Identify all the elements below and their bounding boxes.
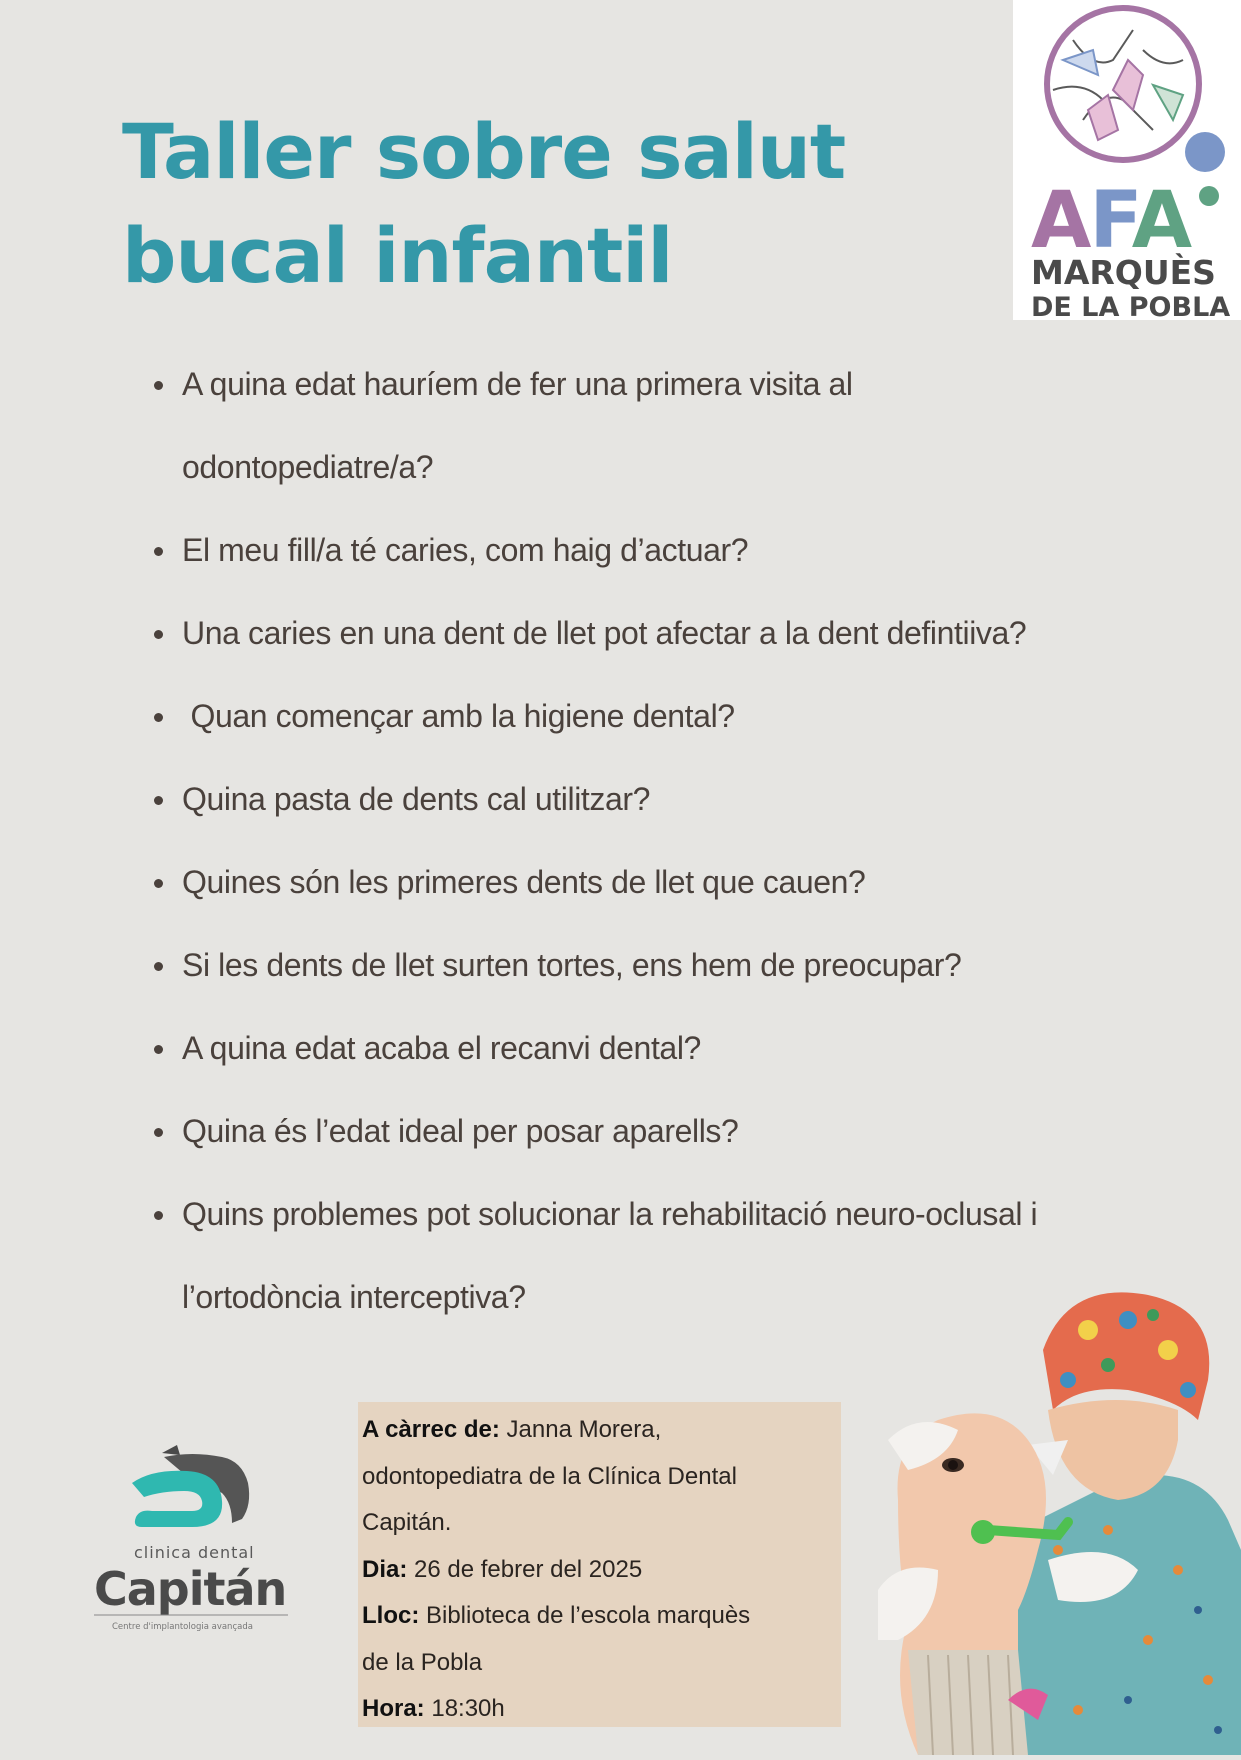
date-value: 26 de febrer del 2025 [407,1555,643,1583]
question-text: Si les dents de llet surten tortes, ens hem de preocupar? [182,947,962,983]
clinic-subtitle-text: clinica dental [134,1543,255,1562]
place-label: Lloc: [362,1602,420,1629]
question-item [182,924,1241,1007]
question-text: Quins problemes pot solucionar la rehabilitació neuro-oclusal i [182,1196,1038,1232]
speaker-line [362,1407,841,1454]
place-line-2: de la Pobla [362,1648,483,1676]
question-item [182,343,1241,509]
page-title [122,100,882,308]
clinic-tagline-text: Centre d'implantologia avançada [112,1622,253,1632]
question-text: A quina edat acaba el recanvi dental? [182,1030,701,1066]
question-text: Quina és l’edat ideal per posar aparells? [182,1113,739,1149]
question-text: El meu fill/a té caries, com haig d’actuar? [182,532,749,568]
clinic-name-text: Capitán [94,1562,287,1616]
place-value: Biblioteca de l’escola marquès [419,1602,751,1629]
question-item [182,758,1241,841]
question-item [182,592,1241,675]
afa-marques-text: MARQUÈS [1031,253,1216,292]
date-label: Dia: [362,1555,408,1583]
question-text: Quines són les primeres dents de llet que cauen? [182,864,866,900]
date-line [362,1547,841,1594]
question-text: Una caries en una dent de llet pot afectar a la dent defintiiva? [182,615,1027,651]
question-item [182,509,1241,592]
dentist-with-baby-photo [878,1290,1241,1755]
question-list [142,343,1241,1339]
event-info-box [358,1402,841,1727]
speaker-role-line: odontopediatra de la Clínica Dental [362,1462,737,1490]
afa-pobla-text: DE LA POBLA [1031,292,1231,320]
question-item [182,1090,1241,1173]
question-text: Quina pasta de dents cal utilitzar? [182,781,651,817]
afa-logo [1013,0,1241,320]
speaker-label: A càrrec de: [362,1416,500,1443]
afa-logo-text: AFA [1031,176,1191,266]
speaker-name: Janna Morera, [499,1416,662,1443]
speaker-role-line-2: Capitán. [362,1509,452,1536]
clinica-capitan-logo [92,1443,297,1643]
question-item [182,675,1241,758]
question-item [182,1007,1241,1090]
question-text: l’ortodòncia interceptiva? [182,1279,526,1315]
title-line-2: bucal infantil [122,211,673,300]
place-line [362,1593,841,1640]
time-value: 18:30h [424,1695,505,1722]
time-label: Hora: [362,1695,425,1722]
question-text: odontopediatre/a? [182,449,434,485]
question-text: A quina edat hauríem de fer una primera visita al [182,366,853,402]
question-item [182,841,1241,924]
question-text: Quan començar amb la higiene dental? [182,698,735,734]
time-line [362,1686,841,1733]
title-line-1: Taller sobre salut [122,107,846,196]
